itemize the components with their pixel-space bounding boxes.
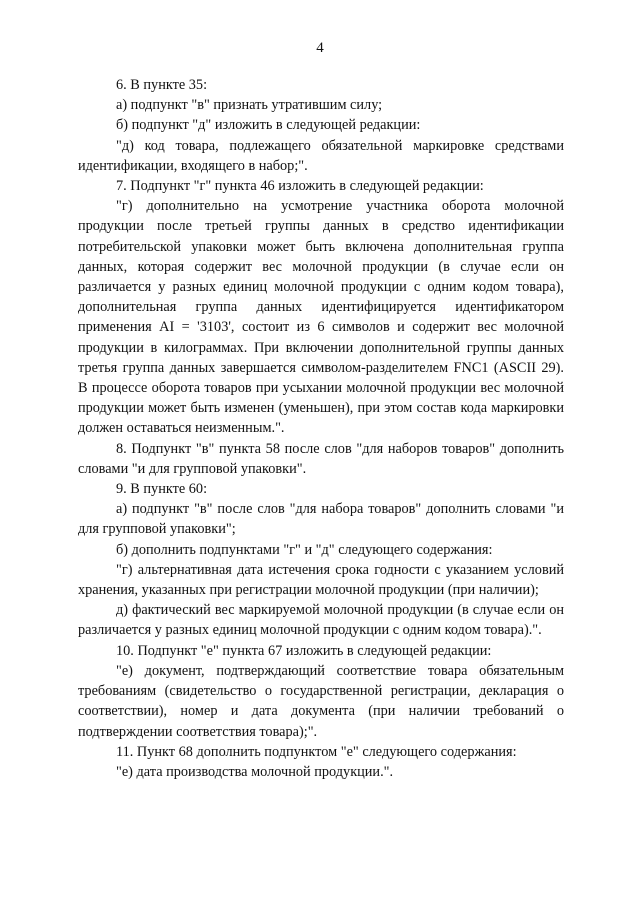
paragraph: а) подпункт "в" признать утратившим силу; — [116, 97, 383, 114]
document-body — [78, 75, 564, 782]
paragraph: "г) дополнительно на усмотрение участника оборота молочной продукции после третьей группы данных в средство идентификации потребительской упаковки может быть включена дополнительная группа данных, которая содержит вес молочной продукции (в случае если он различается у разных единиц молочной продукции с одним кодом товара), дополнительная группа данных идентифицируется идентификатором применения AI = '3103', состоит из 6 символов и содержит вес молочной продукции в килограммах. При включении дополнительной группы данных третья группа данных завершается символом-разделителем FNC1 (ASCII 29). В процессе оборота товаров при усыхании молочной продукции вес молочной продукции может быть изменен (уменьшен), при этом состав кода маркировки должен оставаться неизменным.". — [78, 198, 564, 437]
paragraph: 8. Подпункт "в" пункта 58 после слов "для наборов товаров" дополнить словами "и для групповой упаковки". — [78, 440, 564, 477]
paragraph: 9. В пункте 60: — [116, 481, 208, 498]
paragraph: 6. В пункте 35: — [116, 77, 208, 93]
paragraph: 7. Подпункт "г" пункта 46 изложить в следующей редакции: — [116, 178, 484, 195]
paragraph: "е) документ, подтверждающий соответствие товара обязательным требованиям (свидетельство о государственной регистрации, декларация о соответствии), номер и дата документа (при наличии требований о подтверждении соответствия товара);". — [78, 662, 564, 740]
paragraph: д) фактический вес маркируемой молочной продукции (в случае если он различается у разных единиц молочной продукции с одним кодом товара).". — [78, 602, 564, 639]
paragraph: "е) дата производства молочной продукции.". — [116, 763, 394, 780]
paragraph: а) подпункт "в" после слов "для набора товаров" дополнить словами "и для групповой упаковки"; — [78, 501, 564, 538]
paragraph: "д) код товара, подлежащего обязательной маркировке средствами идентификации, входящего в набор;". — [78, 137, 564, 174]
paragraph: "г) альтернативная дата истечения срока годности с указанием условий хранения, указанных при регистрации молочной продукции (при наличии); — [78, 561, 564, 599]
paragraph: б) дополнить подпунктами "г" и "д" следующего содержания: — [116, 541, 493, 558]
page-number: 4 — [316, 40, 324, 56]
paragraph: 10. Подпункт "е" пункта 67 изложить в следующей редакции: — [116, 642, 492, 659]
paragraph: 11. Пункт 68 дополнить подпунктом "е" следующего содержания: — [116, 743, 517, 760]
paragraph: б) подпункт "д" изложить в следующей редакции: — [116, 117, 421, 134]
